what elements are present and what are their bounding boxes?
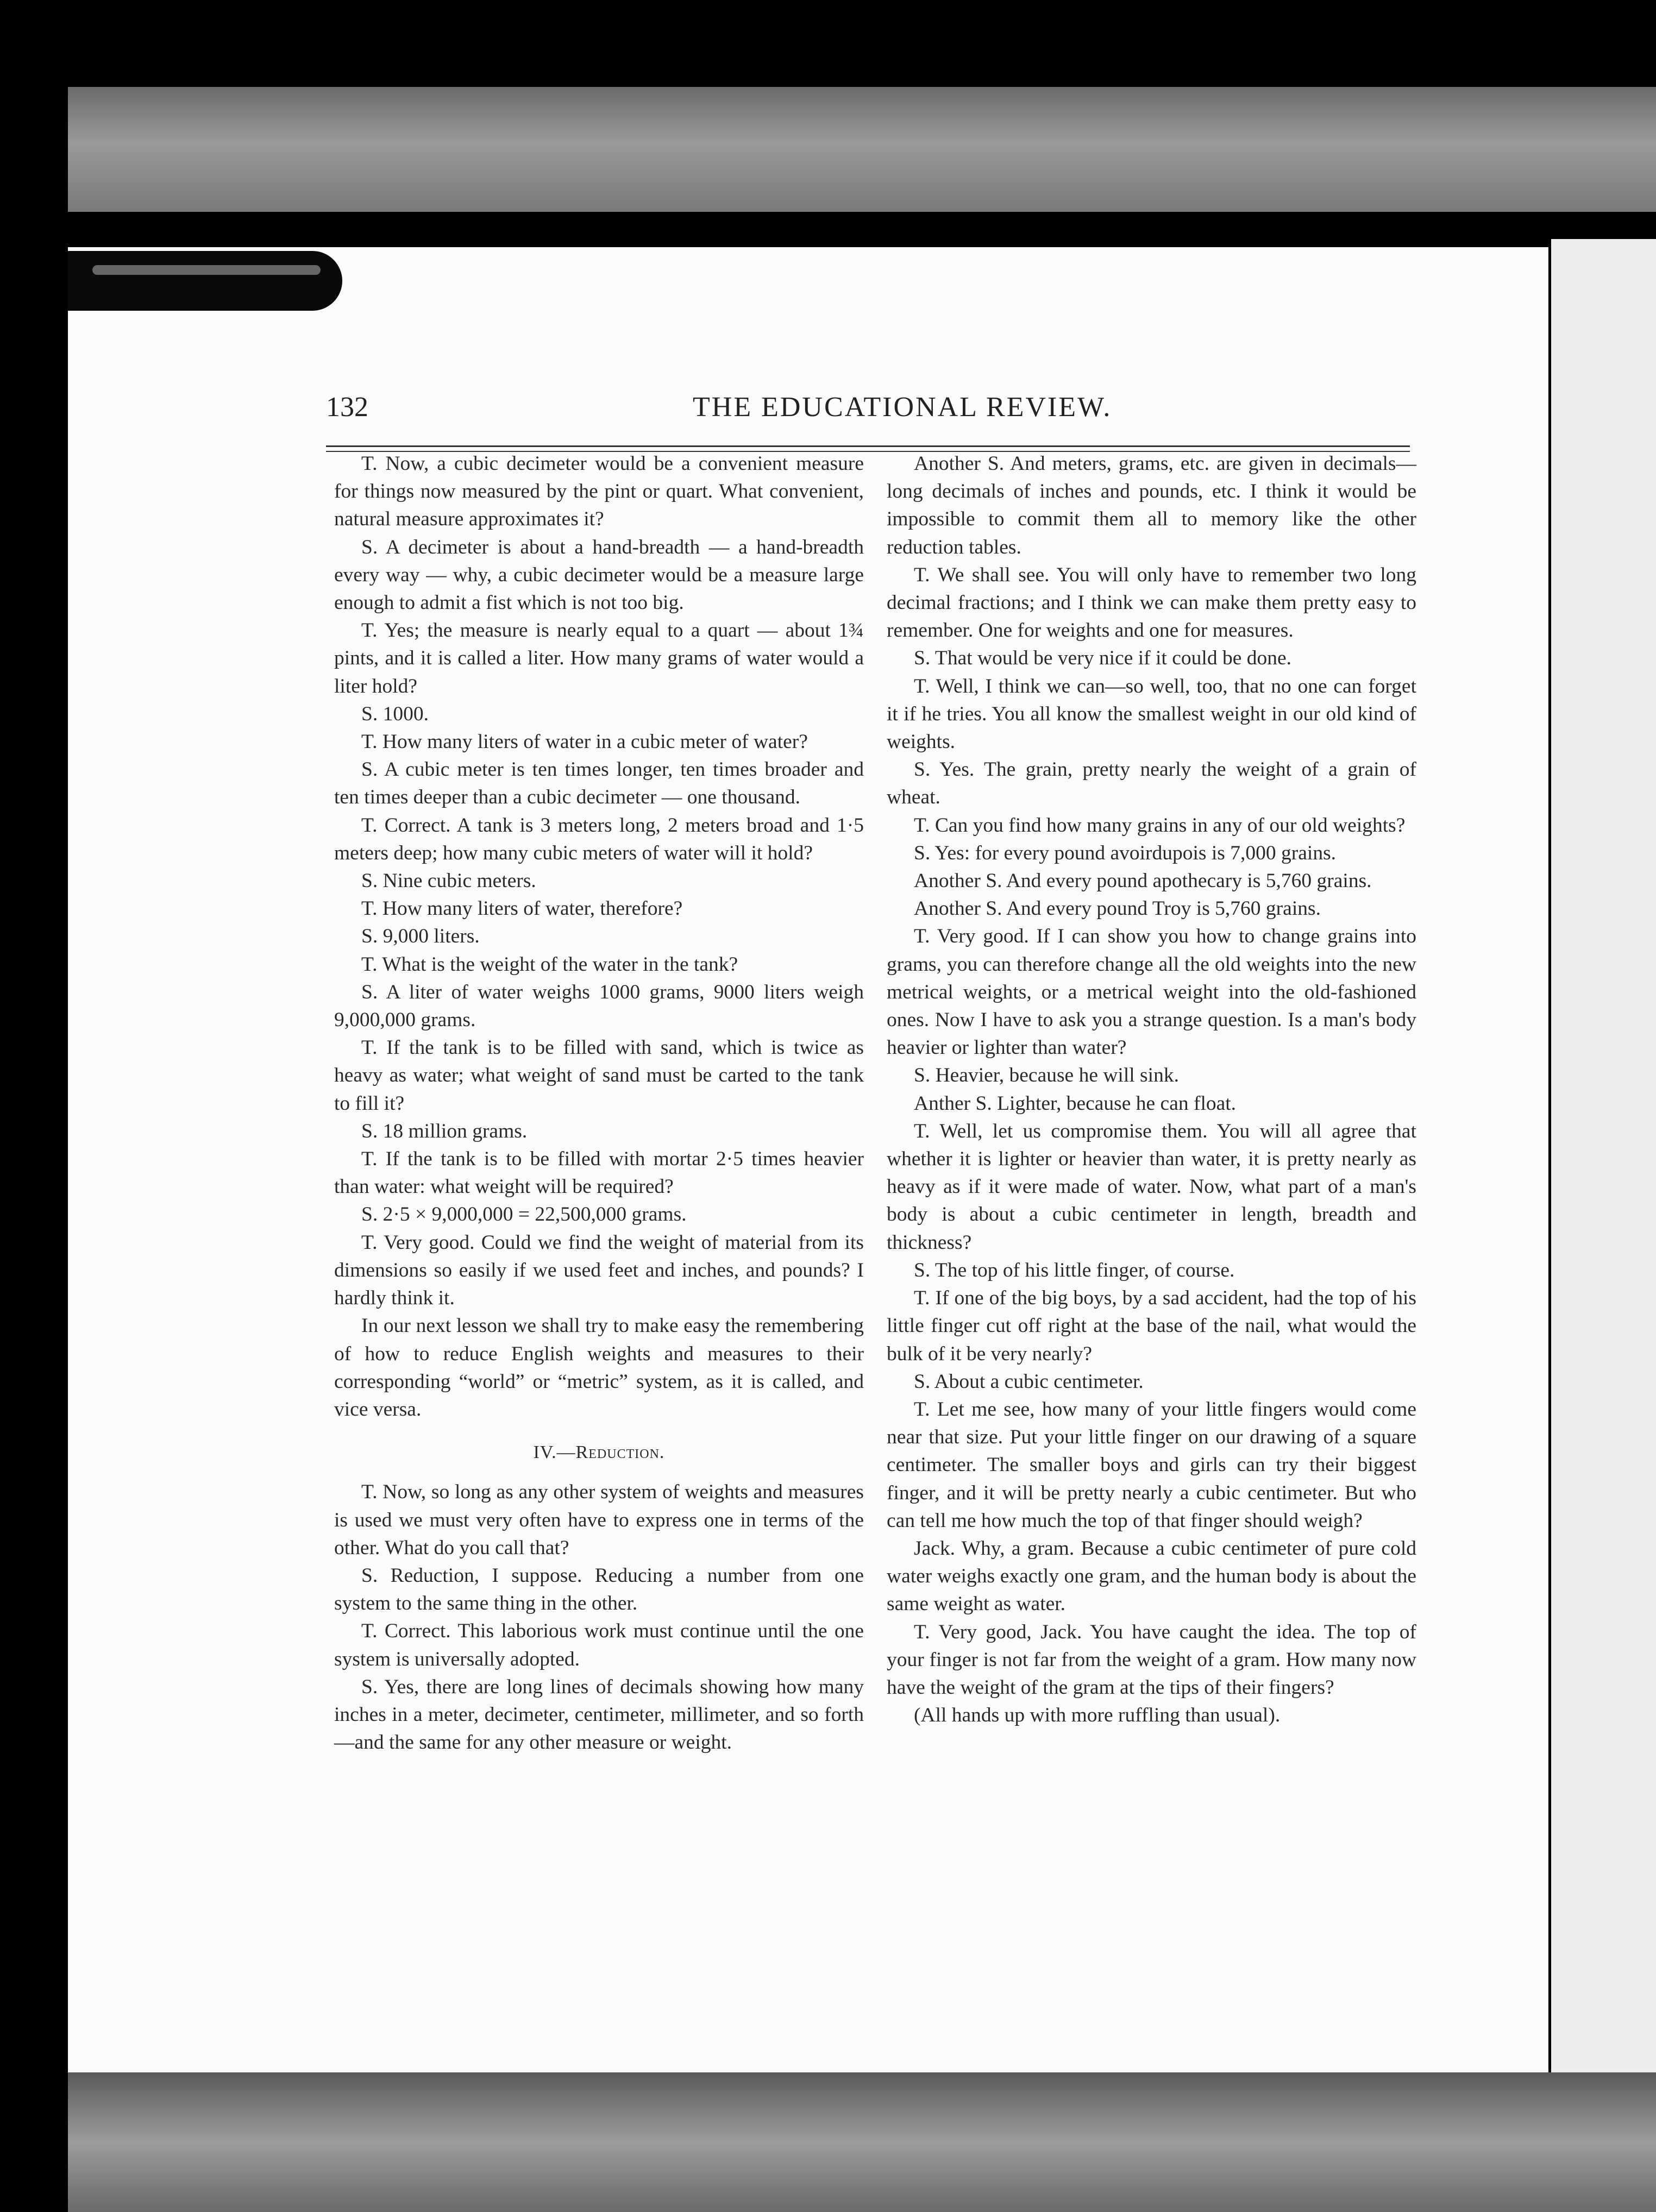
paragraph: S. 9,000 liters. (361, 925, 480, 948)
paragraph: S. Reduction, I suppose. Reducing a number from one system to the same thing in the other. (334, 1564, 864, 1615)
paragraph: Another S. And every pound Troy is 5,760 grains. (914, 897, 1321, 920)
paragraph: T. Correct. This laborious work must continue until the one system is universally adopted. (334, 1620, 864, 1670)
paragraph: T. Correct. A tank is 3 meters long, 2 meters broad and 1·5 meters deep; how many cubic meters of water will it hold? (334, 814, 864, 864)
right-column (887, 450, 1416, 1729)
paragraph: T. Yes; the measure is nearly equal to a quart — about 1¾ pints, and it is called a liter. How many grams of water would a liter hold? (334, 619, 864, 697)
paragraph: (All hands up with more ruffling than usual). (914, 1704, 1281, 1727)
paragraph: S. That would be very nice if it could be done. (914, 647, 1291, 670)
paragraph: T. Well, I think we can—so well, too, that no one can forget it if he tries. You all know the smallest weight in our old kind of weights. (887, 675, 1416, 753)
paragraph: Jack. Why, a gram. Because a cubic centimeter of pure cold water weighs exactly one gram, and the human body is about the same weight as water. (887, 1537, 1416, 1616)
paragraph: T. If the tank is to be filled with mortar 2·5 times heavier than water: what weight will be required? (334, 1148, 864, 1198)
paragraph: Another S. And every pound apothecary is 5,760 grains. (914, 870, 1372, 893)
paragraph: S. The top of his little finger, of course. (914, 1259, 1235, 1281)
paragraph: S. Nine cubic meters. (361, 870, 536, 893)
binding-clip (68, 251, 342, 311)
paragraph: S. A liter of water weighs 1000 grams, 9000 liters weigh 9,000,000 grams. (334, 981, 864, 1032)
paragraph: T. Very good, Jack. You have caught the idea. The top of your finger is not far from the weight of a gram. How many now have the weight of the gram at the tips of their fingers? (887, 1620, 1416, 1699)
journal-title: THE EDUCATIONAL REVIEW. (693, 392, 1112, 423)
paragraph: T. If one of the big boys, by a sad accident, had the top of his little finger cut off right at the base of the nail, what would the bulk of it be very nearly? (887, 1287, 1416, 1365)
paragraph: S. A cubic meter is ten times longer, ten times broader and ten times deeper than a cubic decimeter — one thousand. (334, 758, 864, 809)
paragraph: T. How many liters of water in a cubic meter of water? (361, 731, 808, 753)
paragraph: T. Well, let us compromise them. You will all agree that whether it is lighter or heavier than water, it is pretty nearly as heavy as if it were made of water. Now, what part of a man's body is about a cubic centimeter in length, breadth and thickness? (887, 1120, 1416, 1254)
paragraph: T. Can you find how many grains in any of our old weights? (914, 814, 1406, 837)
paragraph: In our next lesson we shall try to make easy the remembering of how to reduce English weights and measures to their corresponding “world” or “metric” system, as it is called, and vice versa. (334, 1315, 864, 1421)
paragraph: T. Now, so long as any other system of weights and measures is used we must very often have to express one in terms of the other. What do you call that? (334, 1481, 864, 1559)
left-column (334, 450, 864, 1756)
paragraph: S. Heavier, because he will sink. (914, 1064, 1179, 1087)
paragraph: T. How many liters of water, therefore? (361, 897, 683, 920)
paragraph: T. If the tank is to be filled with sand, which is twice as heavy as water; what weight of sand must be carted to the tank to fill it? (334, 1036, 864, 1115)
paragraph: S. A decimeter is about a hand-breadth — a hand-breadth every way — why, a cubic decimeter would be a measure large enough to admit a fist which is not too big. (334, 536, 864, 614)
paragraph: S. Yes: for every pound avoirdupois is 7,000 grains. (914, 841, 1337, 864)
scanner-top-edge (68, 87, 1656, 212)
paragraph: S. 18 million grams. (361, 1120, 528, 1142)
paragraph: T. Let me see, how many of your little fingers would come near that size. Put your little finger on our drawing of a square centimeter. The smaller boys and girls can try their biggest finger, and it will be pretty nearly a cubic centimeter. But who can tell me how much the top of that finger should weigh? (887, 1398, 1416, 1532)
paragraph: T. Now, a cubic decimeter would be a convenient measure for things now measured by the pint or quart. What convenient, natural measure approximates it? (334, 453, 864, 531)
section-heading: IV.—Reduction. (533, 1442, 665, 1463)
page-number: 132 (326, 392, 368, 423)
paragraph: S. About a cubic centimeter. (914, 1370, 1144, 1393)
paragraph: S. Yes. The grain, pretty nearly the weight of a grain of wheat. (887, 758, 1416, 809)
paragraph: T. Very good. Could we find the weight of material from its dimensions so easily if we used feet and inches, and pounds? I hardly think it. (334, 1231, 864, 1310)
facing-page-edge (1551, 239, 1656, 2072)
binding-clip-highlight (92, 265, 321, 275)
paragraph: T. What is the weight of the water in the tank? (361, 953, 738, 976)
paragraph: T. Very good. If I can show you how to change grains into grams, you can therefore change all the old weights into the new metrical weights, or a metrical weight into the old-fashioned ones. Now I have to ask you a strange question. Is a man's body heavier or lighter than water? (887, 925, 1416, 1059)
running-head (326, 391, 1413, 440)
scanner-bottom-edge (68, 2072, 1656, 2212)
paragraph: Another S. And meters, grams, etc. are given in decimals—long decimals of inches and pounds, etc. I think it would be impossible to commit them all to memory like the other reduction tables. (887, 453, 1416, 558)
header-rule-top (326, 445, 1410, 447)
paragraph: S. 2·5 × 9,000,000 = 22,500,000 grams. (361, 1203, 687, 1226)
paragraph: T. We shall see. You will only have to remember two long decimal fractions; and I think we can make them pretty easy to remember. One for weights and one for measures. (887, 563, 1416, 642)
paragraph: S. 1000. (361, 702, 429, 725)
paragraph: Anther S. Lighter, because he can float. (914, 1092, 1237, 1115)
paragraph: S. Yes, there are long lines of decimals showing how many inches in a meter, decimeter, centimeter, millimeter, and so forth—and the same for any other measure or weight. (334, 1675, 864, 1754)
